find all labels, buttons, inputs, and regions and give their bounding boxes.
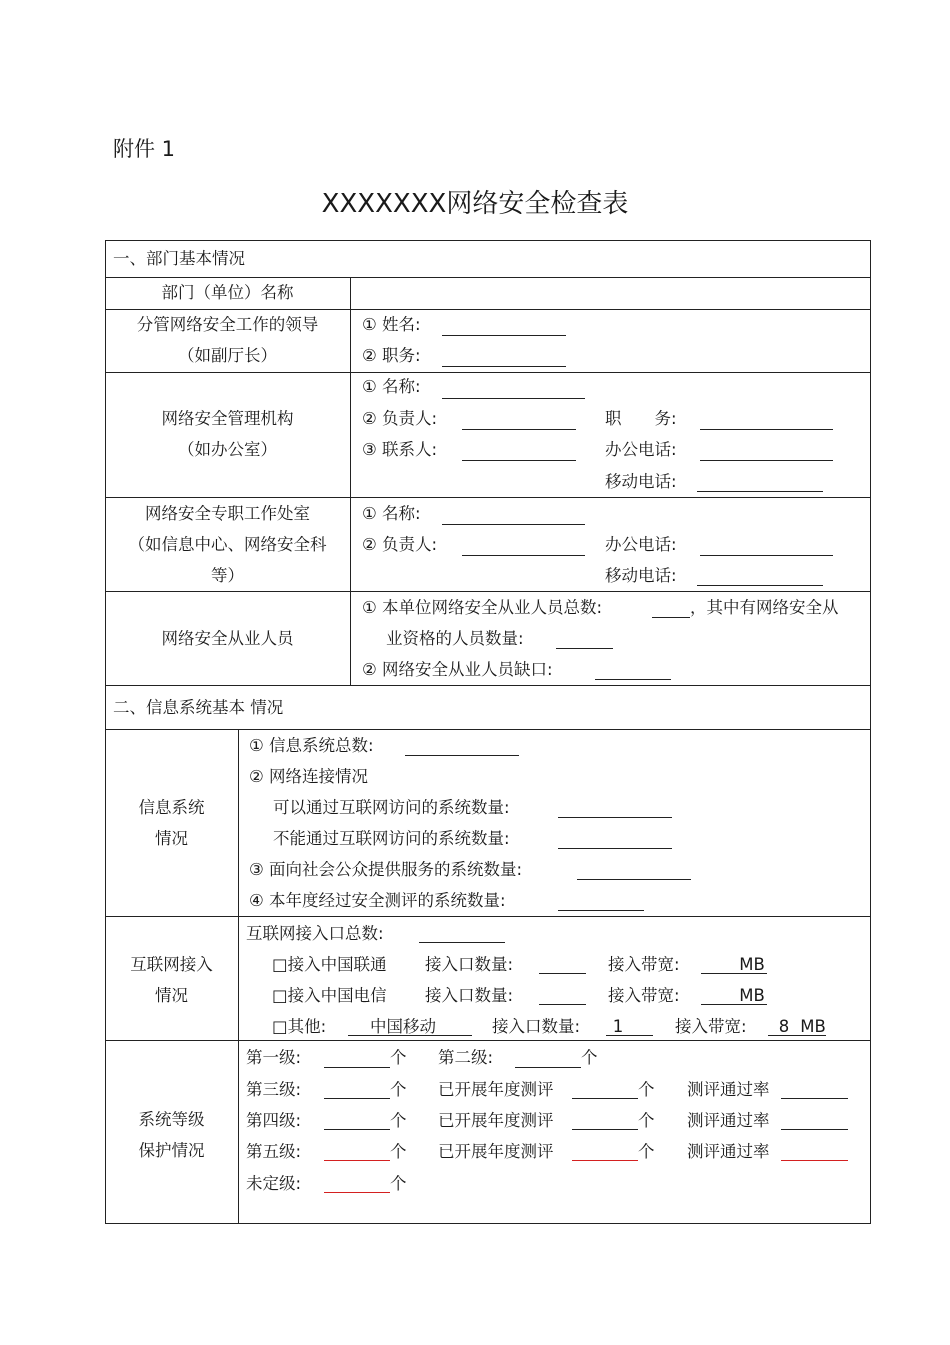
public-service-label: ③ 面向社会公众提供服务的系统数量: xyxy=(249,860,523,879)
level3-label: 第三级: xyxy=(246,1080,302,1099)
dedicated-office-office-phone-label: 办公电话: xyxy=(605,535,677,554)
dedicated-office-name-field[interactable] xyxy=(442,524,585,525)
leader-name-label: ① 姓名: xyxy=(362,315,421,334)
level4-annual-eval-field[interactable] xyxy=(572,1129,638,1130)
evaluated-systems-field[interactable] xyxy=(558,910,644,911)
row-divider xyxy=(105,372,871,373)
level5-annual-eval-unit: 个 xyxy=(638,1142,655,1161)
other-isp-value: 中国移动 xyxy=(370,1017,436,1036)
unicom-port-count-field[interactable] xyxy=(539,973,586,974)
internet-accessible-field[interactable] xyxy=(558,817,672,818)
unrated-field[interactable] xyxy=(324,1192,390,1193)
level1-unit: 个 xyxy=(390,1048,407,1067)
mgmt-org-contact-label: ③ 联系人: xyxy=(362,440,438,459)
level2-label: 第二级: xyxy=(438,1048,494,1067)
dedicated-office-head-field[interactable] xyxy=(462,555,585,556)
access-port-total-label: 互联网接入口总数: xyxy=(246,924,384,943)
level2-field[interactable] xyxy=(515,1067,581,1068)
unicom-bandwidth-unit: MB xyxy=(739,955,765,974)
level4-unit: 个 xyxy=(390,1111,407,1130)
mgmt-org-name-label: ① 名称: xyxy=(362,377,421,396)
mgmt-org-mobile-phone-field[interactable] xyxy=(697,491,823,492)
dedicated-office-head-label: ② 负责人: xyxy=(362,535,438,554)
level5-field[interactable] xyxy=(324,1160,390,1161)
staff-label: 网络安全从业人员 xyxy=(161,629,294,648)
level4-pass-rate-field[interactable] xyxy=(781,1129,848,1130)
mgmt-org-position-field[interactable] xyxy=(700,429,833,430)
other-port-count-label: 接入口数量: xyxy=(492,1017,581,1036)
level4-pass-rate-label: 测评通过率 xyxy=(687,1111,770,1130)
staff-shortage-label: ② 网络安全从业人员缺口: xyxy=(362,660,553,679)
mgmt-org-head-label: ② 负责人: xyxy=(362,409,438,428)
info-systems-total-label: ① 信息系统总数: xyxy=(249,736,374,755)
staff-total-suffix: ，其中有网络安全从 xyxy=(690,598,839,617)
level5-annual-eval-field[interactable] xyxy=(572,1160,638,1161)
evaluated-systems-label: ④ 本年度经过安全测评的系统数量: xyxy=(249,891,506,910)
level5-pass-rate-label: 测评通过率 xyxy=(687,1142,770,1161)
unicom-port-count-label: 接入口数量: xyxy=(425,955,514,974)
column-divider xyxy=(350,277,351,685)
dedicated-office-name-label: ① 名称: xyxy=(362,504,421,523)
document-title: XXXXXXX网络安全检查表 xyxy=(321,189,629,219)
section2-heading: 二、信息系统基本 情况 xyxy=(113,698,284,717)
other-bandwidth-value: 8 xyxy=(778,1017,790,1036)
dedicated-office-label-end: 等） xyxy=(211,566,244,585)
unrated-label: 未定级: xyxy=(246,1174,302,1193)
telecom-port-count-label: 接入口数量: xyxy=(425,986,514,1005)
mgmt-org-mobile-phone-label: 移动电话: xyxy=(605,472,677,491)
level4-annual-eval-label: 已开展年度测评 xyxy=(438,1111,554,1130)
level2-unit: 个 xyxy=(581,1048,598,1067)
level3-pass-rate-field[interactable] xyxy=(781,1098,848,1099)
mgmt-org-position-label: 职 务: xyxy=(605,409,677,428)
unicom-bandwidth-label: 接入带宽: xyxy=(608,955,680,974)
internet-inaccessible-label: 不能通过互联网访问的系统数量: xyxy=(273,829,510,848)
dedicated-office-mobile-phone-label: 移动电话: xyxy=(605,566,677,585)
leader-name-field[interactable] xyxy=(442,335,566,336)
level3-annual-eval-unit: 个 xyxy=(638,1080,655,1099)
dedicated-office-label: 网络安全专职工作处室 xyxy=(145,504,310,523)
row-divider xyxy=(105,1040,871,1041)
mgmt-org-office-phone-field[interactable] xyxy=(700,460,833,461)
mgmt-org-name-field[interactable] xyxy=(442,398,585,399)
access-port-total-field[interactable] xyxy=(419,942,505,943)
telecom-bandwidth-label: 接入带宽: xyxy=(608,986,680,1005)
level5-label: 第五级: xyxy=(246,1142,302,1161)
staff-qualified-label: 业资格的人员数量: xyxy=(386,629,524,648)
dept-name-label: 部门（单位）名称 xyxy=(161,283,294,302)
section1-heading: 一、部门基本情况 xyxy=(113,249,245,268)
staff-shortage-field[interactable] xyxy=(595,679,671,680)
staff-qualified-field[interactable] xyxy=(556,648,613,649)
info-systems-label: 信息系统 xyxy=(138,798,205,817)
level3-unit: 个 xyxy=(390,1080,407,1099)
other-isp-checkbox[interactable]: □其他: xyxy=(272,1017,327,1036)
mgmt-org-office-phone-label: 办公电话: xyxy=(605,440,677,459)
level1-field[interactable] xyxy=(324,1067,390,1068)
level5-unit: 个 xyxy=(390,1142,407,1161)
telecom-checkbox[interactable]: □接入中国电信 xyxy=(272,986,387,1005)
level3-annual-eval-label: 已开展年度测评 xyxy=(438,1080,554,1099)
unrated-unit: 个 xyxy=(390,1174,407,1193)
row-divider xyxy=(105,916,871,917)
mgmt-org-label-example: （如办公室） xyxy=(178,440,277,459)
mgmt-org-contact-field[interactable] xyxy=(462,460,576,461)
grading-label: 系统等级 xyxy=(138,1110,205,1129)
level4-annual-eval-unit: 个 xyxy=(638,1111,655,1130)
staff-total-field[interactable] xyxy=(652,617,690,618)
info-systems-total-field[interactable] xyxy=(405,755,519,756)
staff-total-label: ① 本单位网络安全从业人员总数: xyxy=(362,598,603,617)
level1-label: 第一级: xyxy=(246,1048,302,1067)
grading-label-end: 保护情况 xyxy=(138,1141,205,1160)
internet-inaccessible-field[interactable] xyxy=(558,848,672,849)
leader-title-field[interactable] xyxy=(442,366,566,367)
level3-annual-eval-field[interactable] xyxy=(572,1098,638,1099)
annex-label: 附件 1 xyxy=(113,137,176,161)
level4-label: 第四级: xyxy=(246,1111,302,1130)
network-connection-label: ② 网络连接情况 xyxy=(249,767,369,786)
level3-pass-rate-label: 测评通过率 xyxy=(687,1080,770,1099)
leader-label: 分管网络安全工作的领导 xyxy=(136,315,319,334)
level5-pass-rate-field[interactable] xyxy=(781,1160,848,1161)
telecom-bandwidth-unit: MB xyxy=(739,986,765,1005)
info-systems-label-end: 情况 xyxy=(155,829,188,848)
check-table xyxy=(105,240,871,1224)
row-divider xyxy=(105,685,871,686)
dedicated-office-mobile-phone-field[interactable] xyxy=(697,585,823,586)
other-bandwidth-unit: MB xyxy=(800,1017,826,1036)
column-divider xyxy=(238,729,239,1224)
mgmt-org-head-field[interactable] xyxy=(462,429,576,430)
dedicated-office-label-example: （如信息中心、网络安全科 xyxy=(128,535,327,554)
unicom-checkbox[interactable]: □接入中国联通 xyxy=(272,955,387,974)
public-service-field[interactable] xyxy=(577,879,691,880)
level5-annual-eval-label: 已开展年度测评 xyxy=(438,1142,554,1161)
dedicated-office-office-phone-field[interactable] xyxy=(700,555,833,556)
internet-accessible-label: 可以通过互联网访问的系统数量: xyxy=(273,798,510,817)
level4-field[interactable] xyxy=(324,1129,390,1130)
internet-access-label: 互联网接入 xyxy=(130,955,213,974)
other-port-count-value: 1 xyxy=(612,1017,624,1036)
leader-label-example: （如副厅长） xyxy=(178,346,277,365)
other-bandwidth-label: 接入带宽: xyxy=(675,1017,747,1036)
level3-field[interactable] xyxy=(324,1098,390,1099)
row-divider xyxy=(105,729,871,730)
mgmt-org-label: 网络安全管理机构 xyxy=(161,409,294,428)
row-divider xyxy=(105,591,871,592)
leader-title-label: ② 职务: xyxy=(362,346,421,365)
internet-access-label-end: 情况 xyxy=(155,986,188,1005)
telecom-port-count-field[interactable] xyxy=(539,1004,586,1005)
